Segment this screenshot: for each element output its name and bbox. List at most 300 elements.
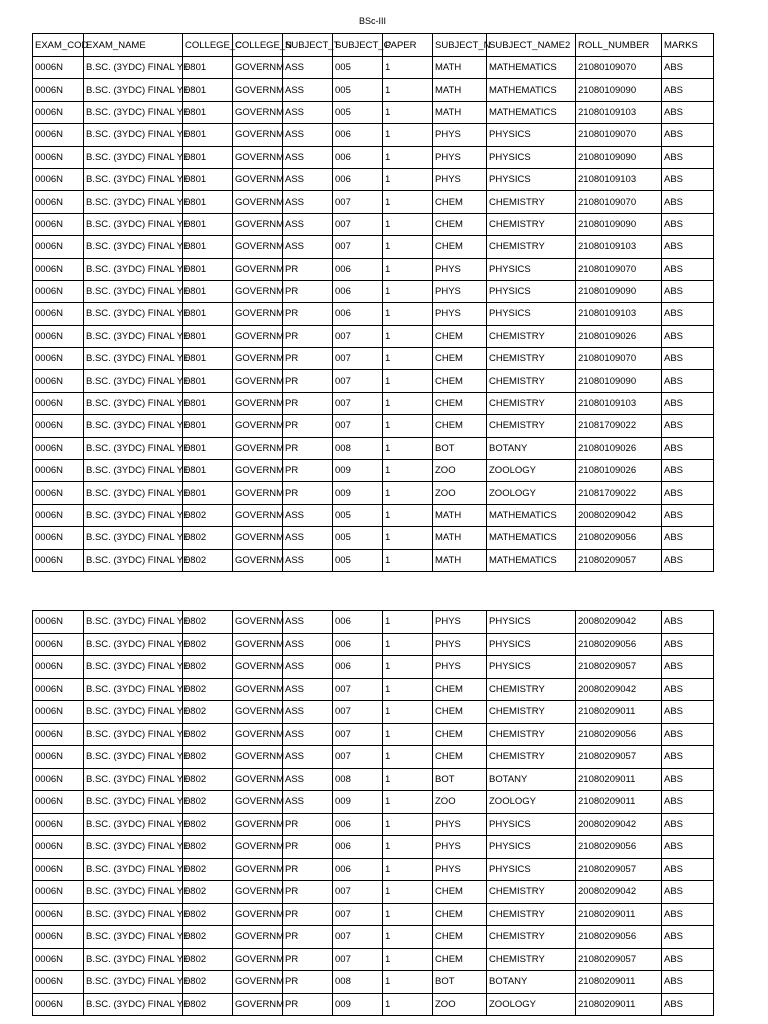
college-name-cell: GOVERNM <box>233 348 283 370</box>
exam-code-cell: 0006N <box>33 746 84 769</box>
exam-name-cell: B.SC. (3YDC) FINAL YE <box>84 101 183 123</box>
exam-name-cell: B.SC. (3YDC) FINAL YE <box>84 926 183 949</box>
table-row <box>33 633 714 656</box>
paper-cell: 1 <box>383 813 433 836</box>
exam-name-cell: B.SC. (3YDC) FINAL YE <box>84 903 183 926</box>
college-code-cell: 0802 <box>183 791 233 814</box>
college-code-cell: 0802 <box>183 656 233 679</box>
table-row <box>33 527 714 549</box>
subject-name-cell: BOT <box>433 768 487 791</box>
marks-cell: ABS <box>662 482 714 504</box>
college-code-cell: 0802 <box>183 903 233 926</box>
subject-name-cell: ZOO <box>433 993 487 1016</box>
marks-cell: ABS <box>662 926 714 949</box>
exam-name-cell: B.SC. (3YDC) FINAL YE <box>84 656 183 679</box>
exam-name-cell: B.SC. (3YDC) FINAL YE <box>84 633 183 656</box>
subject-name-cell: CHEM <box>433 348 487 370</box>
marks-cell: ABS <box>662 303 714 325</box>
marks-cell: ABS <box>662 258 714 280</box>
marks-cell: ABS <box>662 437 714 459</box>
exam-code-cell: 0006N <box>33 723 84 746</box>
table-row <box>33 993 714 1016</box>
roll-number-cell: 21080109090 <box>576 370 662 392</box>
subject-code-cell: 007 <box>333 370 383 392</box>
exam-name-cell: B.SC. (3YDC) FINAL YE <box>84 168 183 190</box>
subject-name-cell: MATH <box>433 504 487 526</box>
exam-name-cell: B.SC. (3YDC) FINAL YE <box>84 79 183 101</box>
exam-name-cell: B.SC. (3YDC) FINAL YE <box>84 678 183 701</box>
results-table-page-2 <box>32 610 714 1016</box>
subject-type-cell: PR <box>283 415 333 437</box>
table-row <box>33 415 714 437</box>
subject-name2-cell: CHEMISTRY <box>487 392 576 414</box>
college-name-cell: GOVERNM <box>233 971 283 994</box>
college-code-cell: 0801 <box>183 191 233 213</box>
marks-cell: ABS <box>662 168 714 190</box>
roll-number-cell: 21080209056 <box>576 836 662 859</box>
roll-number-cell: 21080109070 <box>576 348 662 370</box>
table-row <box>33 701 714 724</box>
subject-code-cell: 005 <box>333 504 383 526</box>
header-row <box>33 34 714 57</box>
subject-code-cell: 006 <box>333 258 383 280</box>
roll-number-cell: 20080209042 <box>576 813 662 836</box>
paper-cell: 1 <box>383 633 433 656</box>
subject-code-cell: 007 <box>333 392 383 414</box>
subject-name2-cell: PHYSICS <box>487 633 576 656</box>
table-row <box>33 858 714 881</box>
subject-name-cell: MATH <box>433 527 487 549</box>
exam-code-cell: 0006N <box>33 656 84 679</box>
college-name-cell: GOVERNM <box>233 791 283 814</box>
subject-name2-cell: CHEMISTRY <box>487 415 576 437</box>
table-row <box>33 813 714 836</box>
subject-type-cell: PR <box>283 858 333 881</box>
college-name-cell: GOVERNM <box>233 415 283 437</box>
subject-name2-cell: CHEMISTRY <box>487 325 576 347</box>
subject-code-cell: 009 <box>333 993 383 1016</box>
roll-number-cell: 21081709022 <box>576 415 662 437</box>
subject-name2-cell: CHEMISTRY <box>487 236 576 258</box>
exam-code-cell: 0006N <box>33 168 84 190</box>
exam-name-cell: B.SC. (3YDC) FINAL YE <box>84 813 183 836</box>
marks-cell: ABS <box>662 280 714 302</box>
subject-name-cell: PHYS <box>433 858 487 881</box>
column-header: COLLEGE_C <box>183 34 233 57</box>
exam-code-cell: 0006N <box>33 392 84 414</box>
exam-code-cell: 0006N <box>33 948 84 971</box>
subject-name2-cell: MATHEMATICS <box>487 504 576 526</box>
marks-cell: ABS <box>662 236 714 258</box>
table-row <box>33 903 714 926</box>
table-row <box>33 303 714 325</box>
college-code-cell: 0802 <box>183 768 233 791</box>
college-code-cell: 0802 <box>183 549 233 571</box>
column-header: EXAM_COD <box>33 34 84 57</box>
exam-code-cell: 0006N <box>33 236 84 258</box>
paper-cell: 1 <box>383 79 433 101</box>
college-name-cell: GOVERNM <box>233 611 283 634</box>
paper-cell: 1 <box>383 527 433 549</box>
exam-code-cell: 0006N <box>33 146 84 168</box>
subject-name2-cell: CHEMISTRY <box>487 370 576 392</box>
exam-code-cell: 0006N <box>33 325 84 347</box>
subject-name2-cell: MATHEMATICS <box>487 79 576 101</box>
marks-cell: ABS <box>662 678 714 701</box>
college-code-cell: 0801 <box>183 303 233 325</box>
college-code-cell: 0801 <box>183 124 233 146</box>
roll-number-cell: 21080209056 <box>576 527 662 549</box>
marks-cell: ABS <box>662 460 714 482</box>
college-code-cell: 0801 <box>183 57 233 79</box>
subject-name-cell: PHYS <box>433 124 487 146</box>
table-row <box>33 370 714 392</box>
subject-type-cell: PR <box>283 392 333 414</box>
subject-type-cell: ASS <box>283 768 333 791</box>
subject-code-cell: 006 <box>333 611 383 634</box>
exam-name-cell: B.SC. (3YDC) FINAL YE <box>84 258 183 280</box>
subject-code-cell: 007 <box>333 191 383 213</box>
college-name-cell: GOVERNM <box>233 836 283 859</box>
subject-type-cell: ASS <box>283 191 333 213</box>
marks-cell: ABS <box>662 813 714 836</box>
college-name-cell: GOVERNM <box>233 236 283 258</box>
exam-name-cell: B.SC. (3YDC) FINAL YE <box>84 325 183 347</box>
subject-type-cell: PR <box>283 460 333 482</box>
exam-code-cell: 0006N <box>33 437 84 459</box>
subject-name2-cell: PHYSICS <box>487 656 576 679</box>
subject-type-cell: PR <box>283 993 333 1016</box>
marks-cell: ABS <box>662 101 714 123</box>
table-row <box>33 57 714 79</box>
exam-name-cell: B.SC. (3YDC) FINAL YE <box>84 370 183 392</box>
subject-name2-cell: PHYSICS <box>487 124 576 146</box>
exam-code-cell: 0006N <box>33 101 84 123</box>
college-code-cell: 0801 <box>183 168 233 190</box>
college-name-cell: GOVERNM <box>233 168 283 190</box>
table-row <box>33 504 714 526</box>
exam-name-cell: B.SC. (3YDC) FINAL YE <box>84 392 183 414</box>
subject-type-cell: ASS <box>283 79 333 101</box>
exam-name-cell: B.SC. (3YDC) FINAL YE <box>84 768 183 791</box>
subject-name-cell: ZOO <box>433 460 487 482</box>
subject-name-cell: CHEM <box>433 415 487 437</box>
marks-cell: ABS <box>662 348 714 370</box>
subject-code-cell: 007 <box>333 746 383 769</box>
subject-name-cell: MATH <box>433 79 487 101</box>
marks-cell: ABS <box>662 611 714 634</box>
subject-name-cell: MATH <box>433 101 487 123</box>
subject-name-cell: PHYS <box>433 633 487 656</box>
subject-type-cell: ASS <box>283 633 333 656</box>
roll-number-cell: 20080209042 <box>576 611 662 634</box>
exam-code-cell: 0006N <box>33 791 84 814</box>
college-code-cell: 0801 <box>183 348 233 370</box>
college-code-cell: 0801 <box>183 460 233 482</box>
table-row <box>33 101 714 123</box>
paper-cell: 1 <box>383 768 433 791</box>
roll-number-cell: 21080109103 <box>576 303 662 325</box>
table-row <box>33 611 714 634</box>
college-code-cell: 0801 <box>183 258 233 280</box>
roll-number-cell: 21080209011 <box>576 701 662 724</box>
exam-name-cell: B.SC. (3YDC) FINAL YE <box>84 858 183 881</box>
subject-code-cell: 005 <box>333 79 383 101</box>
paper-cell: 1 <box>383 504 433 526</box>
column-header: SUBJECT_C <box>333 34 383 57</box>
exam-code-cell: 0006N <box>33 813 84 836</box>
college-name-cell: GOVERNM <box>233 701 283 724</box>
subject-code-cell: 008 <box>333 437 383 459</box>
subject-type-cell: ASS <box>283 57 333 79</box>
exam-name-cell: B.SC. (3YDC) FINAL YE <box>84 971 183 994</box>
subject-name-cell: CHEM <box>433 392 487 414</box>
roll-number-cell: 21080109026 <box>576 437 662 459</box>
subject-type-cell: PR <box>283 325 333 347</box>
college-code-cell: 0801 <box>183 101 233 123</box>
college-name-cell: GOVERNM <box>233 723 283 746</box>
marks-cell: ABS <box>662 881 714 904</box>
column-header: SUBJECT_T <box>283 34 333 57</box>
college-name-cell: GOVERNM <box>233 504 283 526</box>
college-name-cell: GOVERNM <box>233 57 283 79</box>
college-code-cell: 0802 <box>183 993 233 1016</box>
exam-code-cell: 0006N <box>33 768 84 791</box>
subject-name2-cell: PHYSICS <box>487 813 576 836</box>
table-row <box>33 460 714 482</box>
paper-cell: 1 <box>383 348 433 370</box>
paper-cell: 1 <box>383 881 433 904</box>
subject-name2-cell: PHYSICS <box>487 858 576 881</box>
roll-number-cell: 21080109103 <box>576 101 662 123</box>
college-name-cell: GOVERNM <box>233 633 283 656</box>
college-code-cell: 0801 <box>183 392 233 414</box>
roll-number-cell: 21080109103 <box>576 236 662 258</box>
college-code-cell: 0802 <box>183 678 233 701</box>
subject-type-cell: ASS <box>283 701 333 724</box>
roll-number-cell: 21080109090 <box>576 213 662 235</box>
subject-type-cell: PR <box>283 813 333 836</box>
subject-type-cell: PR <box>283 258 333 280</box>
subject-name2-cell: PHYSICS <box>487 258 576 280</box>
marks-cell: ABS <box>662 415 714 437</box>
subject-type-cell: PR <box>283 280 333 302</box>
paper-cell: 1 <box>383 392 433 414</box>
subject-name2-cell: PHYSICS <box>487 611 576 634</box>
table-row <box>33 791 714 814</box>
roll-number-cell: 20080209042 <box>576 504 662 526</box>
subject-type-cell: ASS <box>283 527 333 549</box>
subject-name2-cell: BOTANY <box>487 437 576 459</box>
exam-code-cell: 0006N <box>33 549 84 571</box>
subject-name2-cell: CHEMISTRY <box>487 903 576 926</box>
marks-cell: ABS <box>662 370 714 392</box>
subject-type-cell: PR <box>283 303 333 325</box>
table-row <box>33 168 714 190</box>
marks-cell: ABS <box>662 549 714 571</box>
college-code-cell: 0801 <box>183 146 233 168</box>
college-name-cell: GOVERNM <box>233 370 283 392</box>
subject-code-cell: 007 <box>333 213 383 235</box>
subject-type-cell: PR <box>283 370 333 392</box>
marks-cell: ABS <box>662 723 714 746</box>
subject-code-cell: 007 <box>333 926 383 949</box>
subject-name2-cell: CHEMISTRY <box>487 746 576 769</box>
college-name-cell: GOVERNM <box>233 948 283 971</box>
subject-name-cell: CHEM <box>433 881 487 904</box>
exam-name-cell: B.SC. (3YDC) FINAL YE <box>84 791 183 814</box>
column-header: COLLEGE_N <box>233 34 283 57</box>
subject-type-cell: ASS <box>283 611 333 634</box>
exam-code-cell: 0006N <box>33 926 84 949</box>
marks-cell: ABS <box>662 146 714 168</box>
subject-name2-cell: CHEMISTRY <box>487 701 576 724</box>
subject-code-cell: 005 <box>333 57 383 79</box>
table-row <box>33 236 714 258</box>
subject-code-cell: 007 <box>333 325 383 347</box>
subject-code-cell: 006 <box>333 303 383 325</box>
exam-name-cell: B.SC. (3YDC) FINAL YE <box>84 303 183 325</box>
subject-code-cell: 007 <box>333 415 383 437</box>
paper-cell: 1 <box>383 971 433 994</box>
paper-cell: 1 <box>383 611 433 634</box>
exam-name-cell: B.SC. (3YDC) FINAL YE <box>84 746 183 769</box>
exam-name-cell: B.SC. (3YDC) FINAL YE <box>84 57 183 79</box>
roll-number-cell: 21080209056 <box>576 723 662 746</box>
table-row <box>33 191 714 213</box>
exam-code-cell: 0006N <box>33 504 84 526</box>
paper-cell: 1 <box>383 746 433 769</box>
college-name-cell: GOVERNM <box>233 101 283 123</box>
exam-name-cell: B.SC. (3YDC) FINAL YE <box>84 124 183 146</box>
subject-name2-cell: PHYSICS <box>487 146 576 168</box>
roll-number-cell: 21080209011 <box>576 768 662 791</box>
subject-name-cell: PHYS <box>433 611 487 634</box>
subject-name2-cell: PHYSICS <box>487 836 576 859</box>
subject-name-cell: PHYS <box>433 146 487 168</box>
subject-type-cell: PR <box>283 881 333 904</box>
subject-type-cell: ASS <box>283 124 333 146</box>
college-code-cell: 0802 <box>183 971 233 994</box>
college-code-cell: 0802 <box>183 926 233 949</box>
marks-cell: ABS <box>662 701 714 724</box>
subject-code-cell: 008 <box>333 971 383 994</box>
subject-name2-cell: PHYSICS <box>487 303 576 325</box>
subject-type-cell: ASS <box>283 723 333 746</box>
table-row <box>33 746 714 769</box>
table-row <box>33 926 714 949</box>
exam-name-cell: B.SC. (3YDC) FINAL YE <box>84 549 183 571</box>
subject-name-cell: BOT <box>433 971 487 994</box>
exam-name-cell: B.SC. (3YDC) FINAL YE <box>84 437 183 459</box>
subject-name2-cell: MATHEMATICS <box>487 101 576 123</box>
marks-cell: ABS <box>662 527 714 549</box>
subject-code-cell: 009 <box>333 482 383 504</box>
exam-code-cell: 0006N <box>33 482 84 504</box>
subject-name2-cell: BOTANY <box>487 971 576 994</box>
exam-name-cell: B.SC. (3YDC) FINAL YE <box>84 213 183 235</box>
marks-cell: ABS <box>662 948 714 971</box>
marks-cell: ABS <box>662 993 714 1016</box>
roll-number-cell: 21081709022 <box>576 482 662 504</box>
column-header: PAPER <box>383 34 433 57</box>
table-row <box>33 482 714 504</box>
subject-code-cell: 007 <box>333 236 383 258</box>
subject-code-cell: 006 <box>333 656 383 679</box>
exam-name-cell: B.SC. (3YDC) FINAL YE <box>84 460 183 482</box>
exam-code-cell: 0006N <box>33 993 84 1016</box>
table-row <box>33 678 714 701</box>
roll-number-cell: 21080209057 <box>576 656 662 679</box>
table-row <box>33 971 714 994</box>
roll-number-cell: 21080109070 <box>576 57 662 79</box>
subject-type-cell: PR <box>283 971 333 994</box>
subject-name-cell: BOT <box>433 437 487 459</box>
exam-code-cell: 0006N <box>33 971 84 994</box>
subject-code-cell: 006 <box>333 858 383 881</box>
subject-name2-cell: CHEMISTRY <box>487 191 576 213</box>
exam-code-cell: 0006N <box>33 460 84 482</box>
paper-cell: 1 <box>383 903 433 926</box>
table-row <box>33 836 714 859</box>
paper-cell: 1 <box>383 124 433 146</box>
subject-code-cell: 005 <box>333 549 383 571</box>
roll-number-cell: 21080209056 <box>576 633 662 656</box>
college-code-cell: 0801 <box>183 370 233 392</box>
marks-cell: ABS <box>662 971 714 994</box>
subject-name-cell: CHEM <box>433 701 487 724</box>
marks-cell: ABS <box>662 791 714 814</box>
table-row <box>33 79 714 101</box>
exam-name-cell: B.SC. (3YDC) FINAL YE <box>84 701 183 724</box>
subject-name-cell: PHYS <box>433 656 487 679</box>
exam-code-cell: 0006N <box>33 213 84 235</box>
exam-name-cell: B.SC. (3YDC) FINAL YE <box>84 348 183 370</box>
college-name-cell: GOVERNM <box>233 124 283 146</box>
college-code-cell: 0802 <box>183 881 233 904</box>
college-name-cell: GOVERNM <box>233 191 283 213</box>
subject-type-cell: ASS <box>283 101 333 123</box>
subject-name-cell: ZOO <box>433 482 487 504</box>
marks-cell: ABS <box>662 836 714 859</box>
paper-cell: 1 <box>383 723 433 746</box>
marks-cell: ABS <box>662 903 714 926</box>
paper-cell: 1 <box>383 791 433 814</box>
college-code-cell: 0802 <box>183 836 233 859</box>
college-name-cell: GOVERNM <box>233 813 283 836</box>
roll-number-cell: 21080109070 <box>576 191 662 213</box>
subject-type-cell: PR <box>283 482 333 504</box>
college-name-cell: GOVERNM <box>233 527 283 549</box>
subject-type-cell: ASS <box>283 791 333 814</box>
exam-code-cell: 0006N <box>33 124 84 146</box>
subject-name2-cell: ZOOLOGY <box>487 791 576 814</box>
subject-name-cell: CHEM <box>433 926 487 949</box>
college-name-cell: GOVERNM <box>233 746 283 769</box>
paper-cell: 1 <box>383 948 433 971</box>
paper-cell: 1 <box>383 993 433 1016</box>
exam-code-cell: 0006N <box>33 903 84 926</box>
roll-number-cell: 21080109026 <box>576 460 662 482</box>
exam-name-cell: B.SC. (3YDC) FINAL YE <box>84 504 183 526</box>
exam-code-cell: 0006N <box>33 701 84 724</box>
roll-number-cell: 20080209042 <box>576 678 662 701</box>
marks-cell: ABS <box>662 57 714 79</box>
subject-name-cell: PHYS <box>433 836 487 859</box>
exam-name-cell: B.SC. (3YDC) FINAL YE <box>84 415 183 437</box>
college-code-cell: 0801 <box>183 236 233 258</box>
college-name-cell: GOVERNM <box>233 903 283 926</box>
